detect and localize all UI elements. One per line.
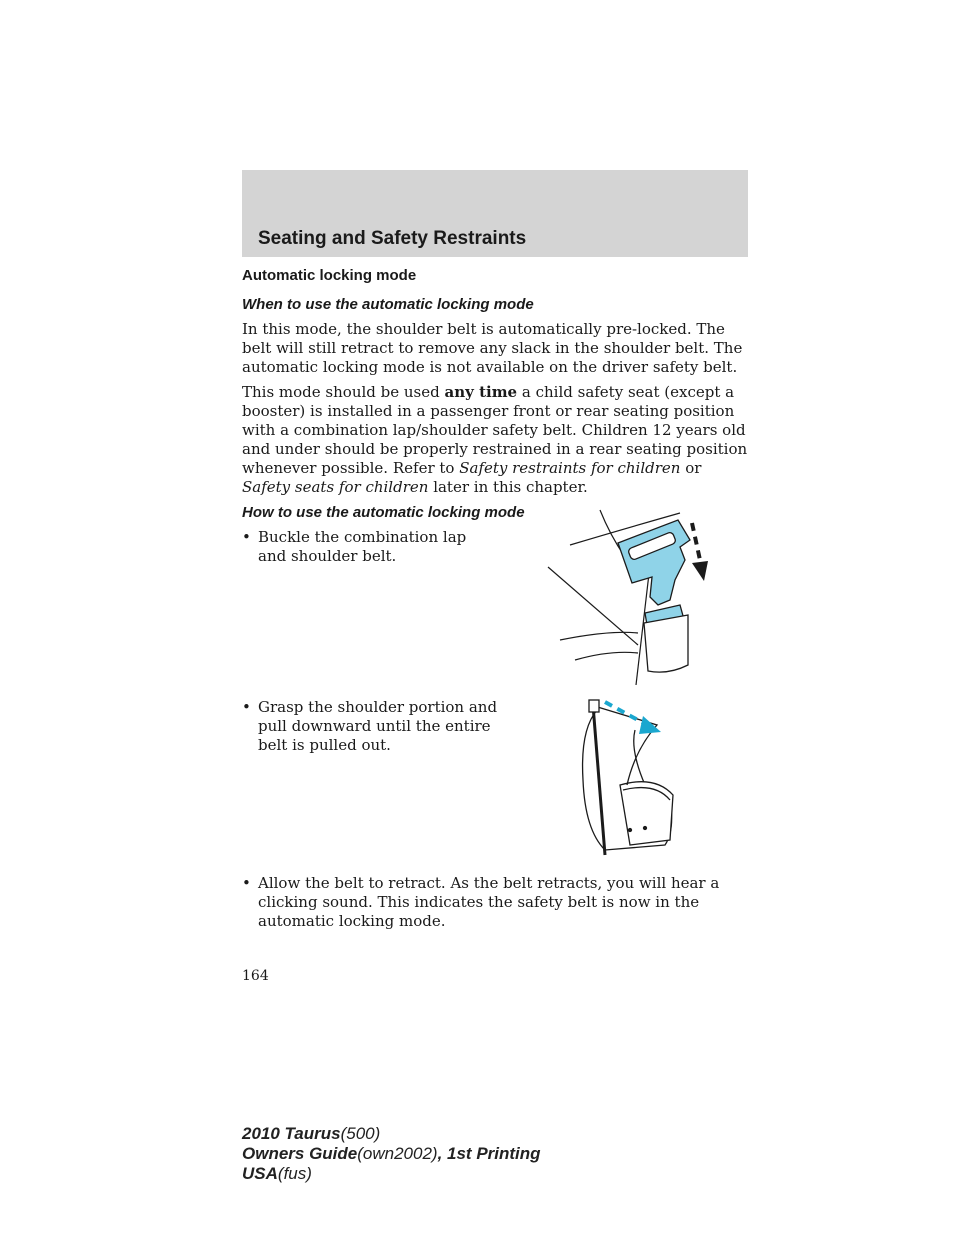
section-header-band xyxy=(242,170,748,257)
footer-line xyxy=(242,1124,541,1144)
footer-guide: Owners Guide xyxy=(242,1144,358,1163)
reference-safety-seats-for-children: Safety seats for children xyxy=(242,478,429,496)
reference-safety-restraints-for-children: Safety restraints for children xyxy=(459,459,681,477)
footer-model-code: (500) xyxy=(340,1124,381,1143)
footer-printing: , 1st Printing xyxy=(437,1144,541,1163)
text-run: This mode should be used xyxy=(242,383,445,401)
bullet-symbol: • xyxy=(242,874,251,892)
bullet-symbol: • xyxy=(242,528,251,546)
text-run: later in this chapter. xyxy=(428,478,588,496)
footer-market-code: (fus) xyxy=(277,1164,312,1183)
footer-model: 2010 Taurus xyxy=(242,1124,341,1143)
subheading-how-to-use: How to use the automatic locking mode xyxy=(242,504,525,521)
subheading-when-to-use: When to use the automatic locking mode xyxy=(242,296,534,313)
bullet-buckle-belt: Buckle the combination lap and shoulder belt. xyxy=(258,528,467,565)
text-run: a child safety seat (except a booster) is installed in a passenger front or rear seating position with a combination lap/shoulder safety belt. Children 12 years old and under should be properly restrained in a rear seating position whenever possible. Refer to xyxy=(242,383,748,477)
paragraph-when-used xyxy=(242,383,748,497)
footer-market: USA xyxy=(242,1164,278,1183)
section-title: Seating and Safety Restraints xyxy=(258,228,527,249)
footer-guide-code: (own2002) xyxy=(357,1144,438,1163)
footer-print-info xyxy=(242,1124,541,1184)
emphasis-any-time: any time xyxy=(444,383,518,401)
footer-line xyxy=(242,1164,541,1184)
bullet-allow-retract: Allow the belt to retract. As the belt retracts, you will hear a clicking sound. This indicates the safety belt is now in the automatic locking mode. xyxy=(258,874,720,930)
seat-belt-illustration xyxy=(575,690,695,865)
footer-line xyxy=(242,1144,541,1164)
heading-automatic-locking-mode: Automatic locking mode xyxy=(242,267,417,284)
buckle-illustration xyxy=(540,505,720,685)
text-run: or xyxy=(680,459,702,477)
bullet-grasp-shoulder: Grasp the shoulder portion and pull downward until the entire belt is pulled out. xyxy=(258,698,498,754)
bullet-symbol: • xyxy=(242,698,251,716)
list-item xyxy=(242,874,748,931)
paragraph-mode-description: In this mode, the shoulder belt is automatically pre-locked. The belt will still retract to remove any slack in the shoulder belt. The automatic locking mode is not available on the driver safety belt. xyxy=(242,320,743,376)
page-number: 164 xyxy=(242,968,269,984)
